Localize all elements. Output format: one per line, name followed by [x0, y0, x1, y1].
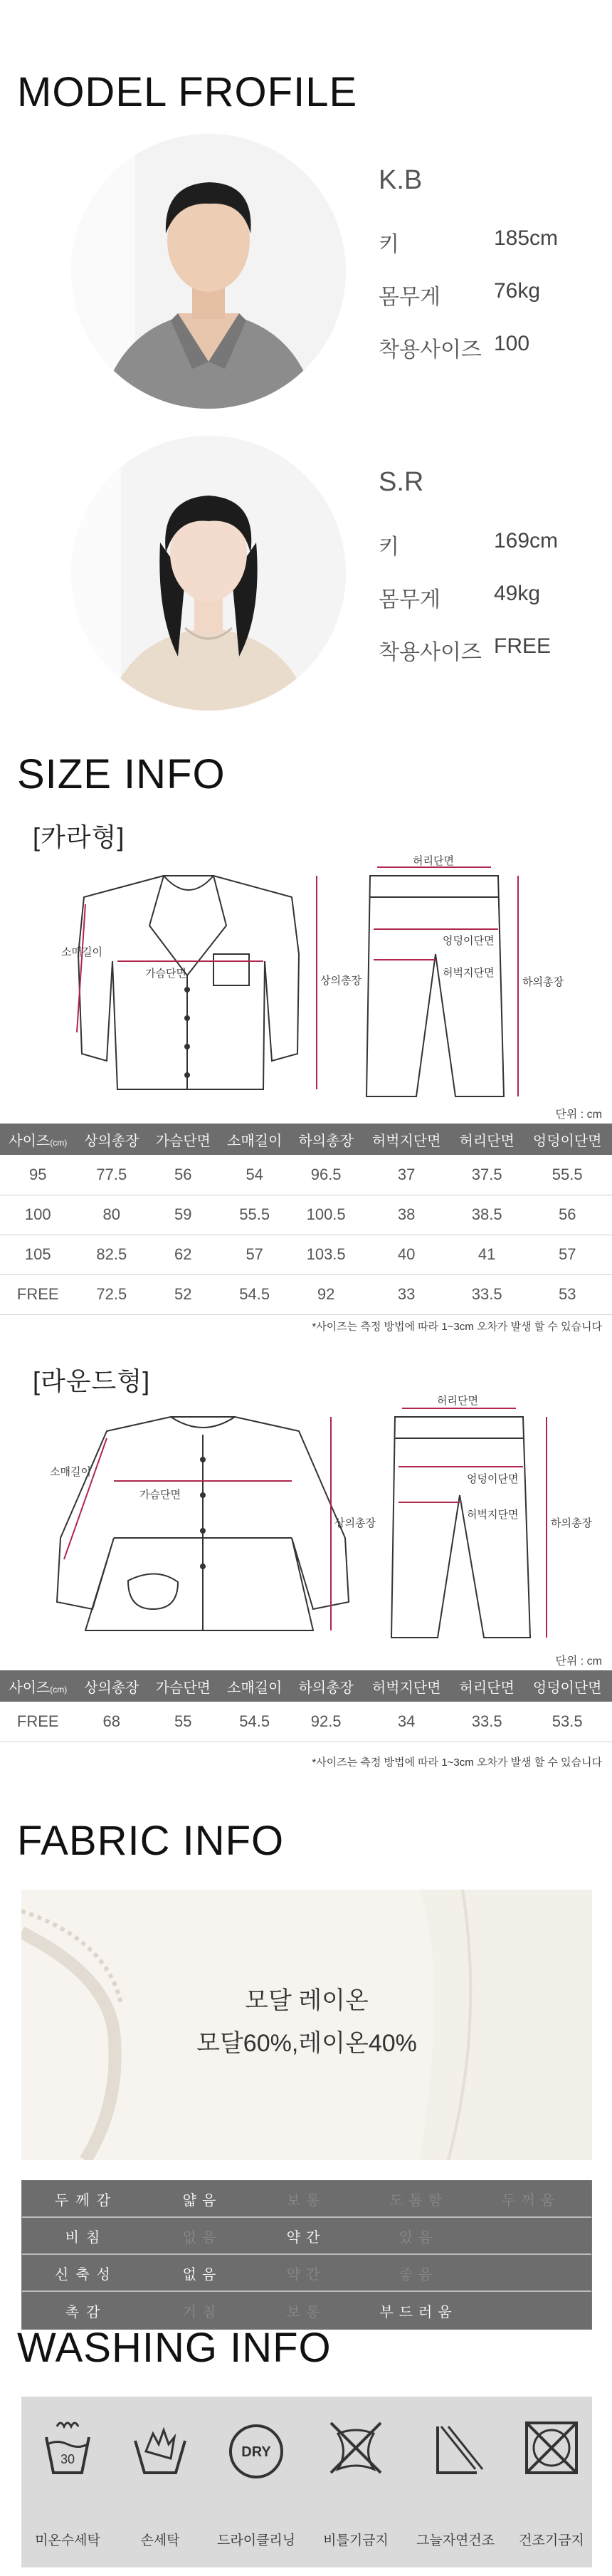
- washing-item: [512, 2412, 591, 2549]
- column-header: 상의총장: [76, 1670, 147, 1702]
- hand-wash-icon: [32, 2412, 103, 2483]
- hip-width-label: 엉덩이단면: [443, 935, 495, 947]
- washing-label: 손세탁: [140, 2533, 180, 2548]
- model-size-value: FREE: [494, 634, 552, 658]
- table-cell: 55.5: [218, 1195, 290, 1235]
- fabric-info-heading: FABRIC INFO: [17, 1818, 285, 1864]
- column-header: 가슴단면: [147, 1124, 218, 1155]
- round-size-table: [0, 1670, 612, 1742]
- waist-width-label: 허리단면: [413, 855, 454, 867]
- washing-item: [28, 2412, 107, 2549]
- table-row: [22, 2255, 591, 2292]
- model-size-value: 100: [494, 332, 530, 355]
- table-cell: 56: [147, 1155, 218, 1195]
- model-profile-heading: MODEL FROFILE: [17, 69, 358, 115]
- collar-size-note: *사이즈는 측정 방법에 따라 1~3cm 오차가 발생 할 수 있습니다: [312, 1321, 602, 1333]
- svg-text:30: 30: [60, 2452, 75, 2466]
- table-cell: 33: [362, 1274, 451, 1314]
- model-size-row: [379, 332, 529, 363]
- washing-item: [317, 2412, 395, 2549]
- column-header: 허리단면: [451, 1124, 522, 1155]
- table-row: [0, 1195, 612, 1235]
- table-row: [0, 1274, 612, 1314]
- column-header: 하의총장: [290, 1124, 362, 1155]
- table-row: [0, 1235, 612, 1274]
- chest-width-label: 가슴단면: [145, 968, 186, 980]
- attribute-option: 부드러움: [379, 2304, 458, 2320]
- collar-garment-drawing: [0, 854, 612, 1118]
- table-cell: 37: [362, 1155, 451, 1195]
- model-weight-label: 몸무게: [379, 588, 440, 612]
- attribute-option: 거침: [182, 2304, 222, 2320]
- model-height-label: 키: [379, 233, 399, 256]
- column-header: 허리단면: [451, 1670, 522, 1702]
- washing-item: [121, 2412, 199, 2549]
- table-cell: 57: [218, 1235, 290, 1274]
- table-cell: 96.5: [290, 1155, 362, 1195]
- table-cell: 40: [362, 1235, 451, 1274]
- attribute-label: 신축성: [55, 2266, 117, 2283]
- washing-label: 비틀기금지: [323, 2533, 389, 2548]
- column-header: 하의총장: [290, 1670, 362, 1702]
- table-cell: 33.5: [451, 1702, 522, 1742]
- model-height-value: 169cm: [494, 529, 559, 553]
- column-header: 허벅지단면: [362, 1670, 451, 1702]
- table-row: [22, 2181, 591, 2218]
- attribute-option: 없음: [182, 2229, 222, 2246]
- column-header: 소매길이: [218, 1124, 290, 1155]
- table-cell: 34: [362, 1702, 451, 1742]
- column-header: 사이즈(cm): [0, 1124, 76, 1155]
- column-header: 가슴단면: [147, 1670, 218, 1702]
- column-header: 허벅지단면: [362, 1124, 451, 1155]
- table-row: [22, 2218, 591, 2255]
- model-size-label: 착용사이즈: [379, 641, 482, 664]
- washing-label: 미온수세탁: [35, 2533, 100, 2548]
- model-weight-row: [379, 582, 540, 613]
- table-cell: 54.5: [218, 1274, 290, 1314]
- model-height-row: [379, 529, 558, 560]
- model-height-label: 키: [379, 535, 399, 559]
- collar-type-title: [카라형]: [33, 822, 125, 852]
- no-tumble-dry-icon: [516, 2412, 587, 2483]
- table-cell: 92: [290, 1274, 362, 1314]
- table-cell: 38: [362, 1195, 451, 1235]
- waist-width-label: 허리단면: [437, 1395, 478, 1407]
- attribute-label: 촉감: [65, 2304, 107, 2320]
- table-cell: 92.5: [290, 1702, 362, 1742]
- hip-width-label: 엉덩이단면: [467, 1473, 519, 1485]
- column-header: 엉덩이단면: [522, 1124, 612, 1155]
- table-cell: 55: [147, 1702, 218, 1742]
- fabric-name: 모달 레이온: [245, 1987, 369, 2014]
- chest-width-label: 가슴단면: [139, 1489, 181, 1501]
- table-row: [0, 1702, 612, 1742]
- washing-label: 드라이클리닝: [217, 2533, 296, 2548]
- round-unit-label: 단위 : cm: [555, 1655, 602, 1667]
- fabric-attribute-table: [21, 2180, 592, 2330]
- attribute-option: 좋음: [399, 2266, 438, 2283]
- table-cell: 41: [451, 1235, 522, 1274]
- thigh-width-label: 허벅지단면: [443, 967, 495, 979]
- model-height-value: 185cm: [494, 226, 559, 250]
- table-cell: 95: [0, 1155, 76, 1195]
- table-cell: 33.5: [451, 1274, 522, 1314]
- table-cell: 56: [522, 1195, 612, 1235]
- model-size-row: [379, 634, 551, 666]
- table-header-row: [0, 1124, 612, 1155]
- washing-label: 그늘자연건조: [416, 2533, 495, 2548]
- table-header-row: [0, 1670, 612, 1702]
- table-cell: 68: [76, 1702, 147, 1742]
- attribute-label: 두께감: [55, 2192, 117, 2209]
- table-cell: 55.5: [522, 1155, 612, 1195]
- hand-wash-basin-icon: [125, 2412, 196, 2483]
- table-cell: 103.5: [290, 1235, 362, 1274]
- table-cell: 80: [76, 1195, 147, 1235]
- model-photo-female: [71, 436, 346, 711]
- attribute-option: 도톰함: [389, 2192, 448, 2209]
- model-weight-row: [379, 279, 540, 310]
- collar-unit-label: 단위 : cm: [555, 1109, 602, 1121]
- table-cell: 37.5: [451, 1155, 522, 1195]
- no-bleach-icon: [320, 2412, 391, 2483]
- attribute-option: 보통: [286, 2192, 326, 2209]
- round-size-note: *사이즈는 측정 방법에 따라 1~3cm 오차가 발생 할 수 있습니다: [312, 1756, 602, 1769]
- collar-size-table: [0, 1124, 612, 1315]
- washing-item: [217, 2412, 295, 2549]
- table-cell: 100.5: [290, 1195, 362, 1235]
- column-header: 소매길이: [218, 1670, 290, 1702]
- pants-length-label: 하의총장: [522, 976, 564, 988]
- top-length-label: 상의총장: [320, 975, 362, 987]
- model-height-row: [379, 226, 558, 258]
- shade-dry-icon: [420, 2412, 491, 2483]
- column-header: 상의총장: [76, 1124, 147, 1155]
- column-header: 사이즈(cm): [0, 1670, 76, 1702]
- fabric-closeup-photo: [21, 1890, 592, 2160]
- sleeve-length-label: 소매길이: [61, 946, 102, 958]
- attribute-option: 두꺼움: [502, 2192, 560, 2209]
- table-cell: 59: [147, 1195, 218, 1235]
- attribute-option: 약간: [286, 2229, 326, 2246]
- washing-item: [416, 2412, 495, 2549]
- collar-size-diagram: [0, 854, 612, 1118]
- model-weight-value: 49kg: [494, 582, 541, 605]
- pants-length-label: 하의총장: [551, 1517, 592, 1529]
- table-row: [0, 1155, 612, 1195]
- table-cell: 105: [0, 1235, 76, 1274]
- table-cell: 52: [147, 1274, 218, 1314]
- table-cell: 53.5: [522, 1702, 612, 1742]
- washing-info-heading: WASHING INFO: [17, 2325, 332, 2371]
- table-cell: 57: [522, 1235, 612, 1274]
- table-cell: 100: [0, 1195, 76, 1235]
- washing-label: 건조기금지: [519, 2533, 584, 2548]
- model-name: S.R: [379, 467, 424, 497]
- table-cell: FREE: [0, 1702, 76, 1742]
- fabric-composition: 모달60%,레이온40%: [196, 2030, 417, 2057]
- table-cell: 53: [522, 1274, 612, 1314]
- table-cell: 72.5: [76, 1274, 147, 1314]
- svg-text:DRY: DRY: [241, 2444, 271, 2460]
- table-cell: 54.5: [218, 1702, 290, 1742]
- table-cell: 77.5: [76, 1155, 147, 1195]
- round-size-diagram: [0, 1396, 612, 1666]
- sleeve-length-label: 소매길이: [50, 1466, 91, 1478]
- model-photo-male: [71, 134, 346, 409]
- table-cell: 82.5: [76, 1235, 147, 1274]
- table-cell: 54: [218, 1155, 290, 1195]
- attribute-option: 없음: [182, 2266, 222, 2283]
- round-garment-drawing: [0, 1396, 612, 1666]
- model-name: K.B: [379, 165, 423, 195]
- attribute-option: 보통: [286, 2304, 326, 2320]
- table-cell: FREE: [0, 1274, 76, 1314]
- attribute-option: 얇음: [182, 2192, 222, 2209]
- model-weight-value: 76kg: [494, 279, 541, 303]
- top-length-label: 상의총장: [334, 1517, 376, 1529]
- attribute-option: 약간: [286, 2266, 326, 2283]
- dry-clean-icon: [221, 2412, 292, 2483]
- round-type-title: [라운드형]: [33, 1366, 151, 1396]
- model-size-label: 착용사이즈: [379, 338, 482, 362]
- thigh-width-label: 허벅지단면: [467, 1509, 519, 1521]
- washing-icon-panel: [21, 2397, 592, 2567]
- size-info-heading: SIZE INFO: [17, 751, 226, 797]
- table-cell: 62: [147, 1235, 218, 1274]
- table-cell: 38.5: [451, 1195, 522, 1235]
- column-header: 엉덩이단면: [522, 1670, 612, 1702]
- model-weight-label: 몸무게: [379, 286, 440, 309]
- attribute-label: 비침: [65, 2229, 107, 2246]
- attribute-option: 있음: [399, 2229, 438, 2246]
